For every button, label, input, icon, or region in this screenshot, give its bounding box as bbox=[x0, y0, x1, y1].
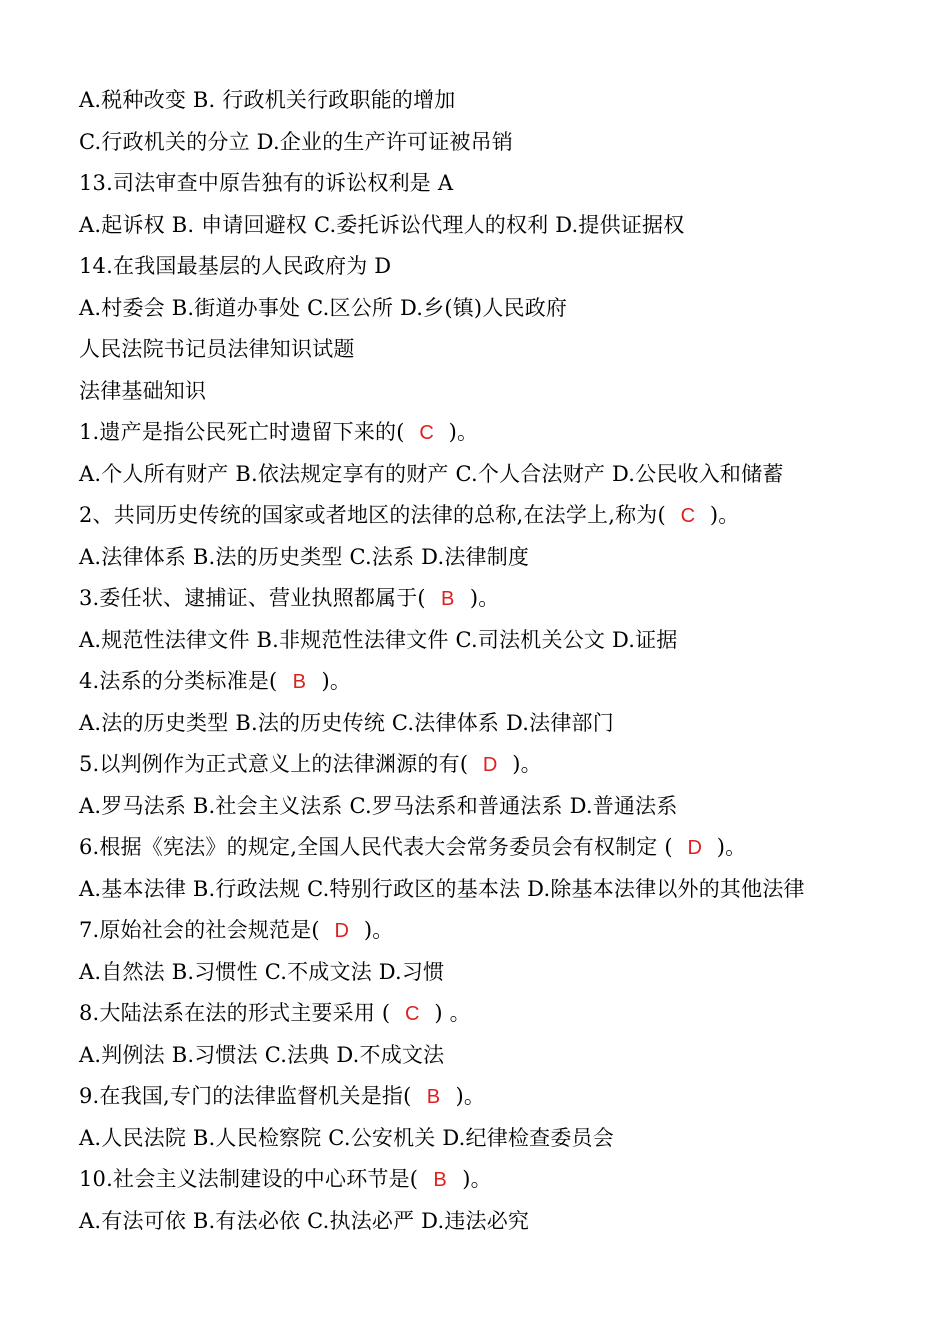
line-text: A.罗马法系 B.社会主义法系 C.罗马法系和普通法系 D.普通法系 bbox=[79, 793, 678, 818]
answer-mark: B bbox=[441, 588, 455, 610]
text-line bbox=[79, 246, 899, 288]
text-line bbox=[79, 620, 899, 662]
line-text: A.自然法 B.习惯性 C.不成文法 D.习惯 bbox=[79, 959, 445, 984]
line-text: A.法律体系 B.法的历史类型 C.法系 D.法律制度 bbox=[79, 544, 530, 569]
text-line bbox=[79, 454, 899, 496]
answer-mark: C bbox=[680, 505, 696, 527]
answer-mark: B bbox=[426, 1086, 441, 1108]
text-line bbox=[79, 910, 899, 952]
text-line bbox=[79, 1201, 899, 1243]
line-suffix: )。 bbox=[469, 586, 500, 610]
text-line bbox=[79, 163, 899, 205]
answer-mark: D bbox=[334, 920, 350, 942]
line-text: 10.社会主义法制建设的中心环节是( bbox=[79, 1167, 419, 1191]
line-text: A.村委会 B.街道办事处 C.区公所 D.乡(镇)人民政府 bbox=[79, 295, 568, 320]
text-line bbox=[79, 80, 899, 122]
line-text: C.行政机关的分立 D.企业的生产许可证被吊销 bbox=[79, 129, 514, 154]
line-text: A.税种改变 B. 行政机关行政职能的增加 bbox=[79, 88, 456, 112]
line-text: 3.委任状、逮捕证、营业执照都属于( bbox=[79, 586, 426, 610]
line-text: A.判例法 B.习惯法 C.法典 D.不成文法 bbox=[79, 1042, 445, 1067]
text-line bbox=[79, 661, 899, 703]
document-page bbox=[79, 80, 899, 1242]
line-text: 5.以判例作为正式意义上的法律渊源的有( bbox=[79, 752, 469, 776]
text-line bbox=[79, 371, 899, 413]
line-text: A.有法可依 B.有法必依 C.执法必严 D.违法必究 bbox=[79, 1208, 530, 1233]
text-line bbox=[79, 744, 899, 786]
line-suffix: )。 bbox=[363, 918, 394, 942]
text-line bbox=[79, 412, 899, 454]
line-suffix: )。 bbox=[321, 669, 352, 693]
text-line bbox=[79, 537, 899, 579]
answer-mark: C bbox=[419, 422, 434, 444]
text-line bbox=[79, 122, 899, 164]
line-text: 2、共同历史传统的国家或者地区的法律的总称,在法学上,称为( bbox=[79, 503, 666, 527]
line-text: 人民法院书记员法律知识试题 bbox=[79, 337, 355, 361]
line-suffix: )。 bbox=[512, 752, 542, 776]
text-line bbox=[79, 1118, 899, 1160]
text-line bbox=[79, 703, 899, 745]
text-line bbox=[79, 1076, 899, 1118]
text-line bbox=[79, 827, 899, 869]
line-text: A.规范性法律文件 B.非规范性法律文件 C.司法机关公文 D.证据 bbox=[79, 627, 678, 652]
text-line bbox=[79, 952, 899, 994]
text-line bbox=[79, 1035, 899, 1077]
line-suffix: )。 bbox=[709, 503, 740, 527]
line-text: 法律基础知识 bbox=[79, 378, 207, 403]
line-text: 6.根据《宪法》的规定,全国人民代表大会常务委员会有权制定 ( bbox=[79, 835, 673, 859]
line-text: 7.原始社会的社会规范是( bbox=[79, 918, 320, 942]
line-suffix: )。 bbox=[448, 420, 479, 444]
line-text: A.基本法律 B.行政法规 C.特别行政区的基本法 D.除基本法律以外的其他法律 bbox=[79, 876, 805, 901]
line-text: 14.在我国最基层的人民政府为 D bbox=[79, 254, 392, 278]
line-suffix: )。 bbox=[716, 835, 747, 859]
answer-mark: B bbox=[433, 1169, 447, 1191]
line-text: A.个人所有财产 B.依法规定享有的财产 C.个人合法财产 D.公民收入和储蓄 bbox=[79, 461, 784, 486]
line-text: 1.遗产是指公民死亡时遗留下来的( bbox=[79, 420, 405, 444]
answer-mark: D bbox=[482, 754, 498, 776]
text-line bbox=[79, 869, 899, 911]
text-line bbox=[79, 993, 899, 1035]
text-line bbox=[79, 495, 899, 537]
line-text: A.起诉权 B. 申请回避权 C.委托诉讼代理人的权利 D.提供证据权 bbox=[79, 212, 685, 237]
text-line bbox=[79, 578, 899, 620]
text-line bbox=[79, 288, 899, 330]
answer-mark: D bbox=[687, 837, 703, 859]
line-suffix: ) 。 bbox=[434, 1001, 471, 1025]
line-text: 13.司法审查中原告独有的诉讼权利是 A bbox=[79, 171, 454, 195]
line-text: 9.在我国,专门的法律监督机关是指( bbox=[79, 1084, 412, 1108]
answer-mark: C bbox=[404, 1003, 420, 1025]
answer-mark: B bbox=[292, 671, 307, 693]
text-line bbox=[79, 205, 899, 247]
line-text: 4.法系的分类标准是( bbox=[79, 669, 278, 693]
line-suffix: )。 bbox=[455, 1084, 486, 1108]
line-text: A.法的历史类型 B.法的历史传统 C.法律体系 D.法律部门 bbox=[79, 710, 614, 735]
text-line bbox=[79, 1159, 899, 1201]
line-suffix: )。 bbox=[462, 1167, 492, 1191]
line-text: 8.大陆法系在法的形式主要采用 ( bbox=[79, 1001, 391, 1025]
text-line bbox=[79, 786, 899, 828]
text-line bbox=[79, 329, 899, 371]
line-text: A.人民法院 B.人民检察院 C.公安机关 D.纪律检查委员会 bbox=[79, 1125, 614, 1150]
